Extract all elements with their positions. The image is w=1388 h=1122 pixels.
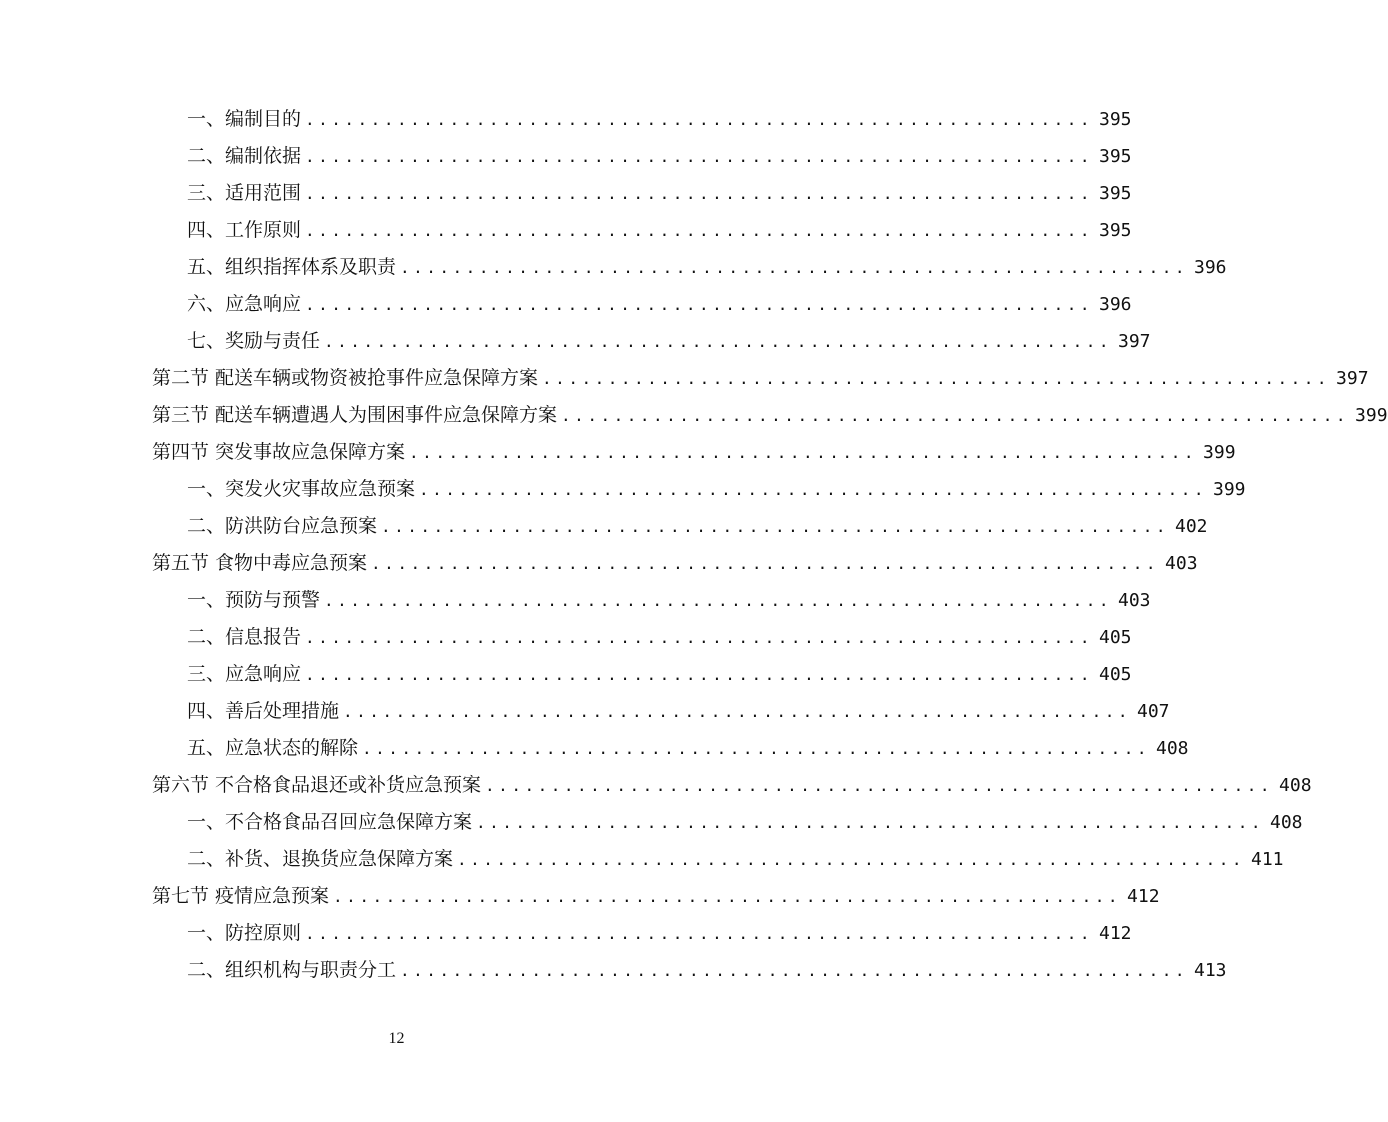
toc-entry-title: 二、信息报告 (187, 626, 302, 648)
toc-leader-dots: ............................................................ (561, 406, 1350, 425)
toc-leader-dots: ............................................................ (305, 184, 1093, 203)
toc-entry[interactable] (187, 582, 1151, 619)
toc-entry-page: 397 (1117, 331, 1151, 352)
toc-leader-dots: ............................................................ (305, 295, 1093, 314)
toc-entry-page: 403 (1117, 590, 1151, 611)
toc-entry-page: 395 (1098, 146, 1132, 167)
toc-entry[interactable] (152, 878, 1160, 915)
toc-entry-title: 一、预防与预警 (187, 589, 321, 611)
toc-entry-page: 412 (1098, 923, 1132, 944)
toc-entry[interactable] (187, 915, 1132, 952)
toc-entry-page: 402 (1174, 516, 1208, 537)
toc-leader-dots: ............................................................ (476, 813, 1264, 832)
toc-entry[interactable] (187, 471, 1246, 508)
toc-entry[interactable] (187, 212, 1132, 249)
toc-entry-page: 396 (1098, 294, 1132, 315)
toc-entry[interactable] (187, 286, 1132, 323)
toc-leader-dots: ............................................................ (400, 258, 1188, 277)
toc-leader-dots: ............................................................ (305, 628, 1093, 647)
toc-entry-title: 二、编制依据 (187, 145, 302, 167)
toc-entry[interactable] (187, 841, 1284, 878)
toc-entry[interactable] (152, 360, 1369, 397)
toc-entry-title: 一、防控原则 (187, 922, 302, 944)
toc-leader-dots: ............................................................ (542, 369, 1331, 388)
toc-entry-page: 405 (1098, 627, 1132, 648)
toc-leader-dots: ............................................................ (362, 739, 1150, 758)
toc-entry-title: 七、奖励与责任 (187, 330, 321, 352)
toc-leader-dots: ............................................................ (305, 110, 1093, 129)
toc-leader-dots: ............................................................ (381, 517, 1169, 536)
toc-entry-page: 397 (1336, 368, 1369, 389)
toc-entry[interactable] (187, 619, 1132, 656)
toc-entry[interactable] (152, 545, 1198, 582)
toc-entry[interactable] (187, 175, 1132, 212)
toc-entry-title: 第三节 配送车辆遭遇人为围困事件应急保障方案 (152, 404, 558, 426)
toc-leader-dots: ............................................................ (324, 332, 1112, 351)
toc-entry-title: 五、应急状态的解除 (187, 737, 359, 759)
toc-entry-title: 一、编制目的 (187, 108, 302, 130)
toc-entry-page: 405 (1098, 664, 1132, 685)
toc-entry-page: 412 (1127, 886, 1160, 907)
toc-entry[interactable] (187, 656, 1132, 693)
toc-entry-title: 第二节 配送车辆或物资被抢事件应急保障方案 (152, 367, 539, 389)
toc-entry[interactable] (152, 767, 1312, 804)
toc-entry-title: 三、适用范围 (187, 182, 302, 204)
toc-entry[interactable] (187, 730, 1189, 767)
toc-entry-title: 四、工作原则 (187, 219, 302, 241)
toc-entry[interactable] (187, 508, 1208, 545)
toc-leader-dots: ............................................................ (419, 480, 1207, 499)
page-number: 12 (388, 1030, 405, 1047)
toc-entry-page: 403 (1165, 553, 1198, 574)
toc-entry[interactable] (187, 249, 1227, 286)
toc-entry-page: 411 (1250, 849, 1284, 870)
toc-leader-dots: ............................................................ (485, 776, 1274, 795)
toc-entry[interactable] (187, 101, 1132, 138)
toc-entry-title: 二、组织机构与职责分工 (187, 959, 397, 981)
toc-leader-dots: ............................................................ (371, 554, 1160, 573)
toc-entry-title: 第六节 不合格食品退还或补货应急预案 (152, 774, 482, 796)
toc-leader-dots: ............................................................ (305, 924, 1093, 943)
toc-entry-page: 395 (1098, 183, 1132, 204)
toc-entry-title: 第五节 食物中毒应急预案 (152, 552, 368, 574)
toc-entry-page: 408 (1155, 738, 1189, 759)
toc-entry-title: 四、善后处理措施 (187, 700, 340, 722)
toc-leader-dots: ............................................................ (343, 702, 1131, 721)
toc-entry-title: 一、突发火灾事故应急预案 (187, 478, 416, 500)
toc-entry-title: 三、应急响应 (187, 663, 302, 685)
toc-entry-page: 413 (1193, 960, 1227, 981)
toc-leader-dots: ............................................................ (305, 221, 1093, 240)
toc-entry[interactable] (187, 323, 1151, 360)
toc-entry-page: 396 (1193, 257, 1227, 278)
toc-entry[interactable] (152, 434, 1236, 471)
toc-leader-dots: ............................................................ (400, 961, 1188, 980)
toc-entry[interactable] (187, 804, 1303, 841)
toc-entry[interactable] (152, 397, 1388, 434)
toc-entry-title: 第四节 突发事故应急保障方案 (152, 441, 406, 463)
toc-entry-page: 399 (1203, 442, 1236, 463)
toc-entry-title: 第七节 疫情应急预案 (152, 885, 330, 907)
toc-leader-dots: ............................................................ (333, 887, 1122, 906)
toc-entry-title: 六、应急响应 (187, 293, 302, 315)
toc-leader-dots: ............................................................ (324, 591, 1112, 610)
toc-leader-dots: ............................................................ (457, 850, 1245, 869)
toc-entry[interactable] (187, 952, 1227, 989)
toc-entry-page: 408 (1279, 775, 1312, 796)
toc-leader-dots: ............................................................ (409, 443, 1198, 462)
toc-leader-dots: ............................................................ (305, 147, 1093, 166)
toc-entry-title: 二、补货、退换货应急保障方案 (187, 848, 454, 870)
toc-entry-title: 一、不合格食品召回应急保障方案 (187, 811, 473, 833)
toc-leader-dots: ............................................................ (305, 665, 1093, 684)
toc-entry-page: 407 (1136, 701, 1170, 722)
toc-entry[interactable] (187, 138, 1132, 175)
toc-entry-title: 五、组织指挥体系及职责 (187, 256, 397, 278)
toc-entry-page: 395 (1098, 109, 1132, 130)
toc-entry-page: 408 (1269, 812, 1303, 833)
toc-entry-title: 二、防洪防台应急预案 (187, 515, 378, 537)
toc-entry[interactable] (187, 693, 1170, 730)
toc-entry-page: 399 (1212, 479, 1246, 500)
toc-entry-page: 399 (1355, 405, 1388, 426)
toc-entry-page: 395 (1098, 220, 1132, 241)
